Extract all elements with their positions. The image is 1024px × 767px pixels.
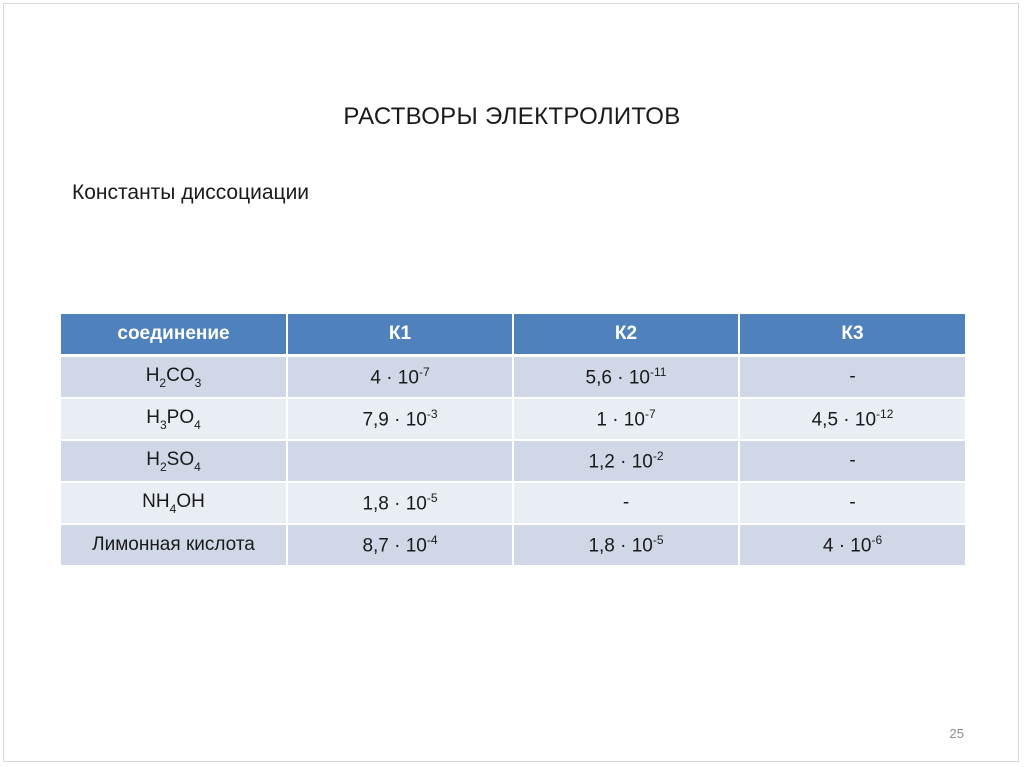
slide-subtitle: Константы диссоциации: [72, 181, 310, 204]
cell-k2: -: [513, 482, 739, 524]
cell-k1: [287, 440, 513, 482]
table-row: [61, 440, 965, 482]
table-row: [61, 398, 965, 440]
cell-k1: $7,9 \cdot 10^{-3}$: [287, 398, 513, 440]
cell-k3: $4 \cdot 10^{-6}$: [739, 524, 965, 566]
cell-compound: $NH_4OH$: [61, 482, 287, 524]
cell-k1: $4 \cdot 10^{-7}$: [287, 356, 513, 399]
cell-k1: $8,7 \cdot 10^{-4}$: [287, 524, 513, 566]
cell-k3: -: [739, 482, 965, 524]
cell-k2: $1 \cdot 10^{-7}$: [513, 398, 739, 440]
cell-compound: Лимонная кислота: [61, 524, 287, 566]
cell-compound: $H_2CO_3$: [61, 356, 287, 399]
header-k2: К2: [513, 314, 739, 356]
table-body: [61, 356, 965, 567]
cell-k1: $1,8 \cdot 10^{-5}$: [287, 482, 513, 524]
cell-k3: $4,5 \cdot 10^{-12}$: [739, 398, 965, 440]
header-compound: соединение: [61, 314, 287, 356]
cell-compound: $H_2SO_4$: [61, 440, 287, 482]
cell-compound: $H_3PO_4$: [61, 398, 287, 440]
table-row: [61, 356, 965, 399]
cell-k3: -: [739, 440, 965, 482]
dissociation-constants-table: [61, 314, 965, 567]
table-row: [61, 524, 965, 566]
cell-k2: $1,2 \cdot 10^{-2}$: [513, 440, 739, 482]
cell-k2: $1,8 \cdot 10^{-5}$: [513, 524, 739, 566]
cell-k3: -: [739, 356, 965, 399]
cell-k2: $5,6 \cdot 10^{-11}$: [513, 356, 739, 399]
slide-title: РАСТВОРЫ ЭЛЕКТРОЛИТОВ: [343, 103, 681, 130]
table-row: [61, 482, 965, 524]
header-k3: К3: [739, 314, 965, 356]
header-k1: К1: [287, 314, 513, 356]
table-header-row: [61, 314, 965, 356]
page-number: 25: [949, 726, 964, 741]
